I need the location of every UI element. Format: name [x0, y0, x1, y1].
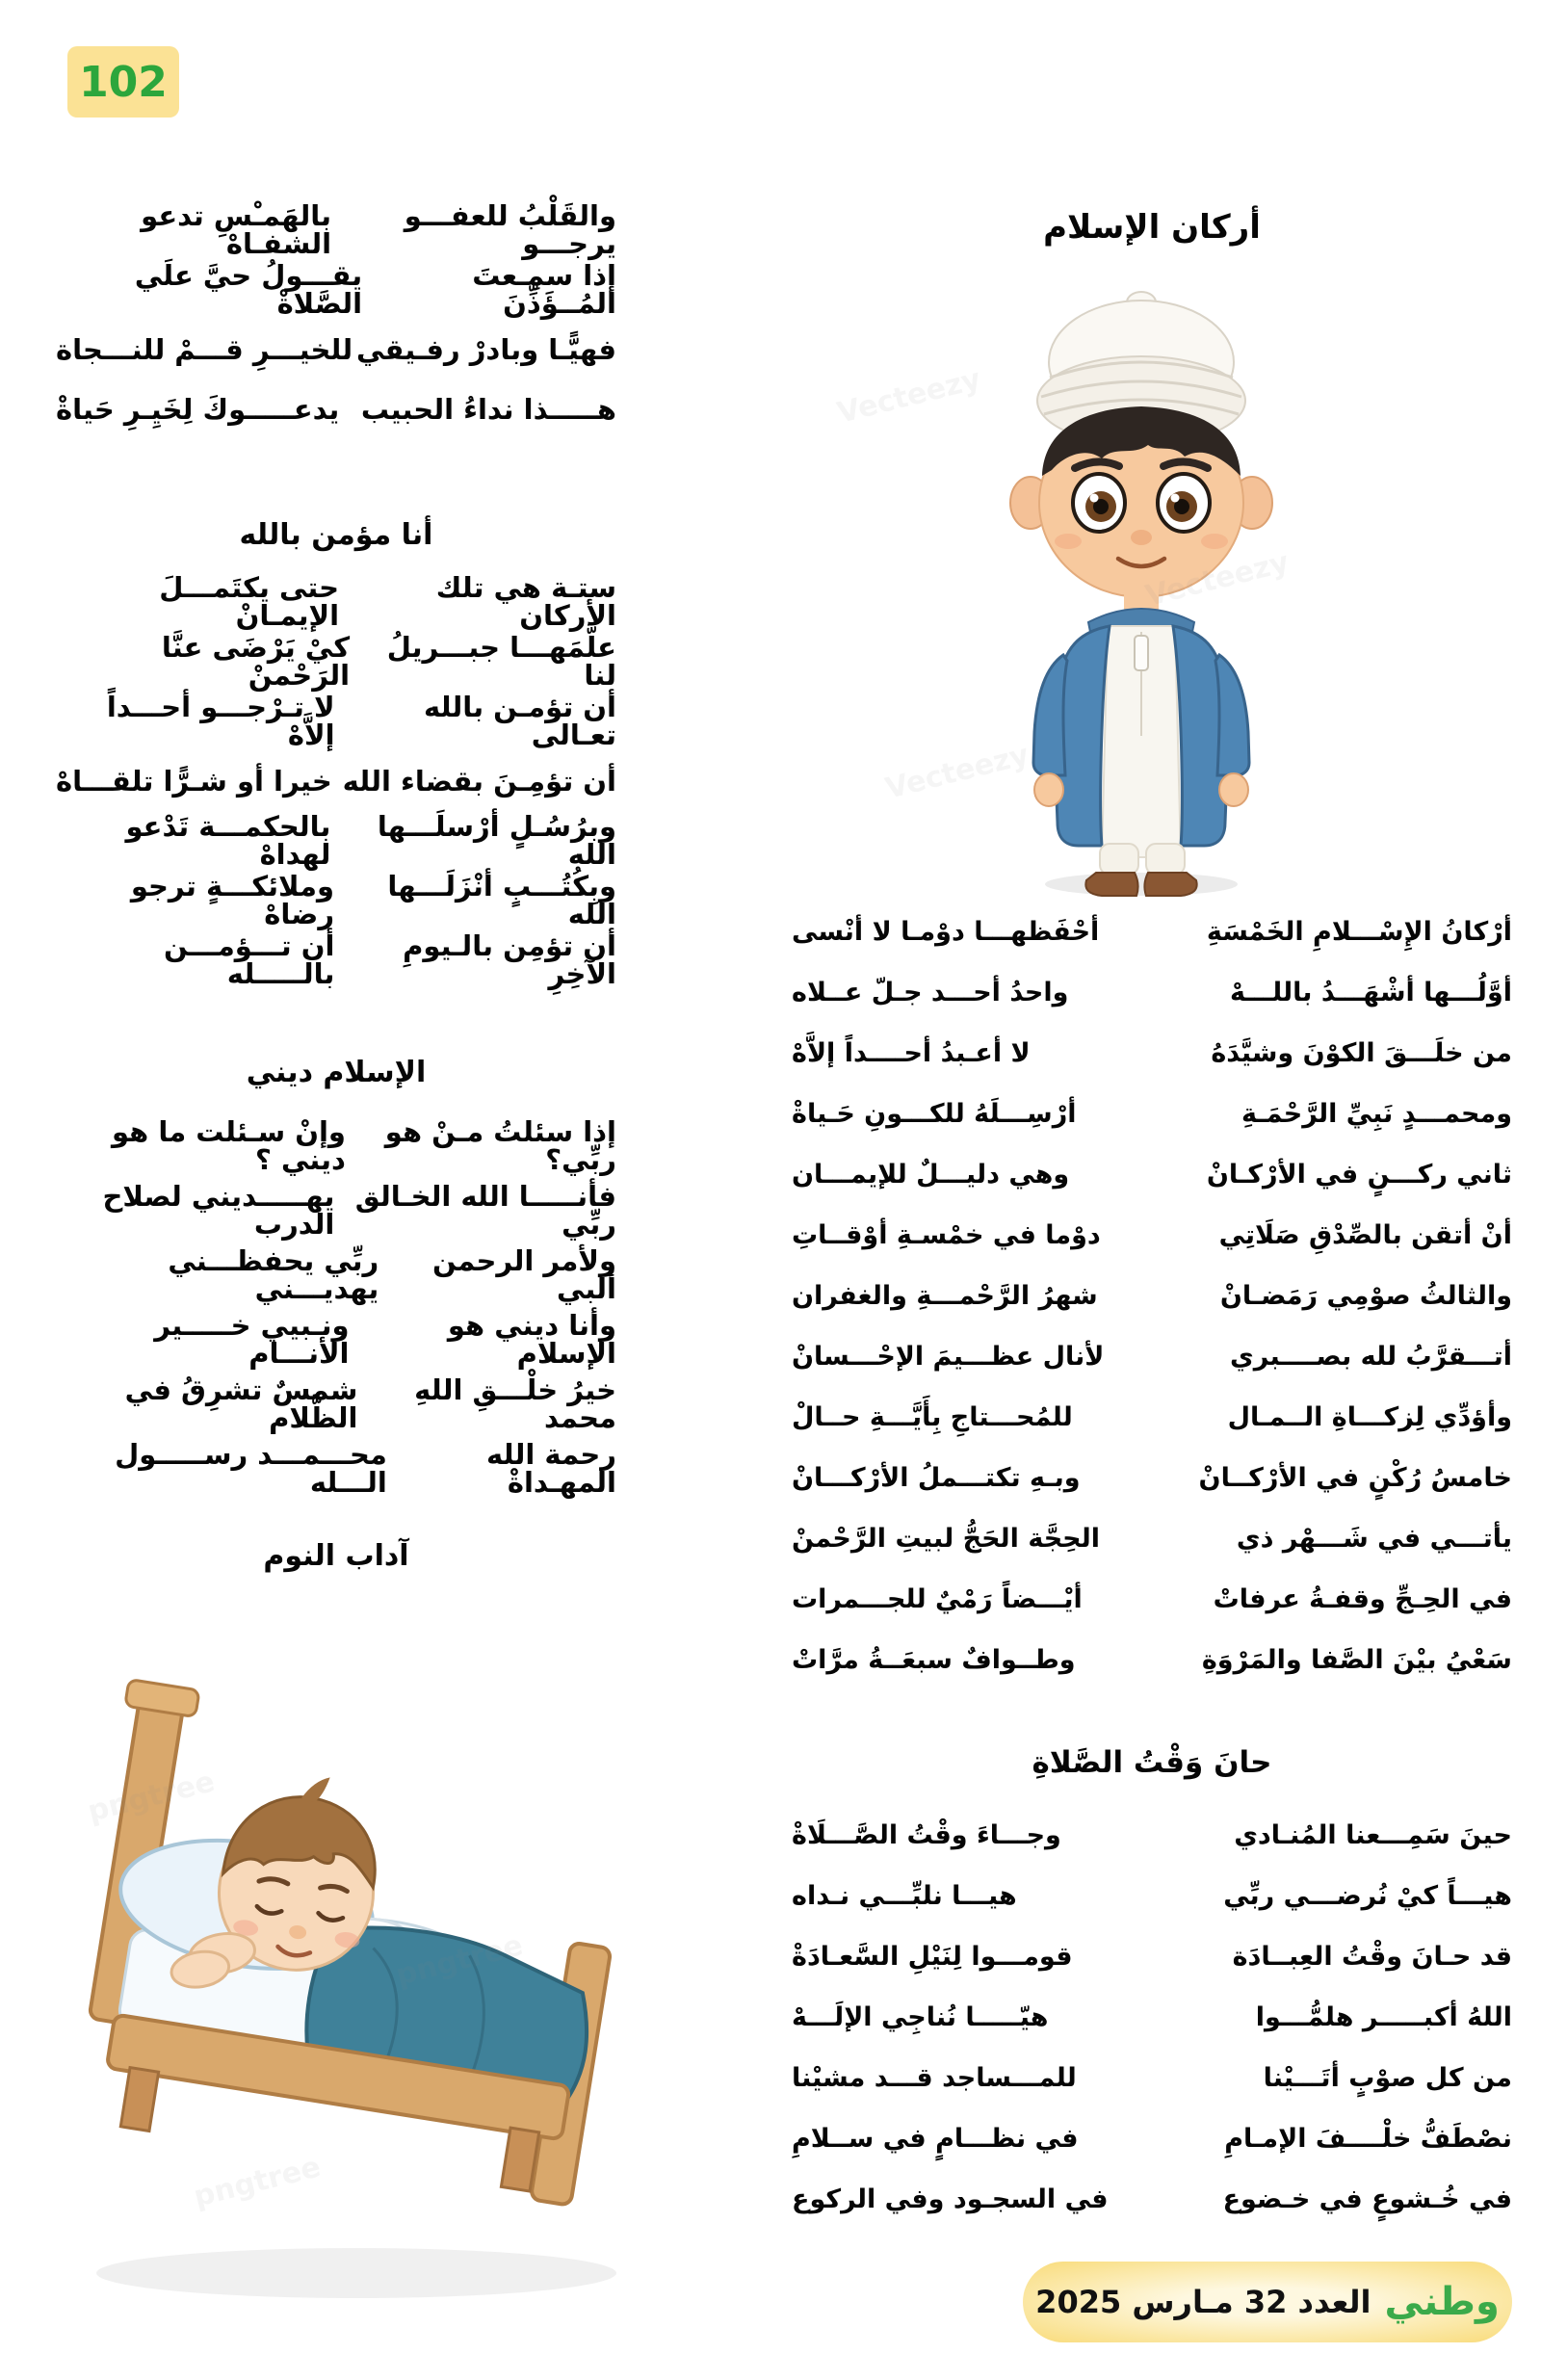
verse-first-hemistich: أوَّلُـــها أشْهَـــدُ باللـــهْ: [1229, 978, 1512, 1007]
verse-second-hemistich: أن تـــؤمـــن بالـــــله: [164, 929, 335, 990]
poem-verse: [56, 1178, 616, 1242]
verse-first-hemistich: خامسُ رُكْنٍ في الأرْكــانْ: [1198, 1463, 1512, 1493]
verse-second-hemistich: يهـــــديني لصلاح الدرب: [102, 1179, 335, 1241]
poem-verse: [792, 1387, 1512, 1448]
verse-second-hemistich: شهرُ الرَّحْمـــةِ والغفران: [792, 1281, 1098, 1311]
verse-first-hemistich: يأتـــي في شَـــهْر ذي: [1236, 1524, 1512, 1554]
verse-first-hemistich: من خلَـــقَ الكوْنَ وشيَّدَهُ: [1211, 1038, 1512, 1068]
verse-second-hemistich: هيـــا نلبِّـــي نـداه: [792, 1881, 1017, 1911]
poem-verse: [792, 1508, 1512, 1569]
poem-verse: [56, 751, 616, 811]
left-eye: [1158, 474, 1210, 532]
button: [1135, 636, 1148, 670]
poem-verse: [792, 2108, 1512, 2169]
verse-second-hemistich: بالهَمـْسِ تدعو الشفـاهْ: [141, 199, 332, 260]
poem-verse: [792, 1987, 1512, 2048]
prayer-time-poem: [792, 1805, 1512, 2230]
nose: [1131, 530, 1152, 545]
poem-verse: [56, 871, 616, 930]
poem-verse: [792, 1630, 1512, 1690]
verse-first-hemistich: ومحمـــدٍ نَبِيِّ الرَّحْمَـةِ: [1241, 1099, 1512, 1129]
verse-second-hemistich: لا تـرْجـــو أحـــداً إلاَّهْ: [106, 691, 335, 751]
right-shoe: [1085, 873, 1137, 896]
section-heading-i-believe-in-allah: أنا مؤمن بالله: [239, 518, 433, 552]
poem-verse: [56, 260, 616, 320]
ground-shadow: [96, 2248, 616, 2298]
verse-first-hemistich: قد حـانَ وقْتُ العِبــادَة: [1232, 1942, 1512, 1972]
verse-second-hemistich: بالحكمـــة تَدْعو لهداهْ: [125, 810, 331, 871]
poem-verse: [792, 1266, 1512, 1326]
verse-second-hemistich: وهي دليـــلٌ للإيمـــان: [792, 1160, 1070, 1190]
faith-poem: [56, 572, 616, 990]
verse-first-hemistich: في خُـشوعٍ في خـضوع: [1222, 2184, 1512, 2214]
verse-first-hemistich: فهيًّـا وبادرْ رفـيقي: [356, 332, 616, 366]
bed-leg: [120, 2068, 158, 2132]
verse-first-hemistich: إذا سئلتُ مـنْ هو ربِّي؟: [384, 1114, 616, 1176]
verse-first-hemistich: هيـــاً كيْ نُرضـــي ربِّي: [1223, 1881, 1512, 1911]
poem-verse: [792, 1084, 1512, 1144]
watermark-text: Vecteezy: [1142, 545, 1293, 614]
verse-first-hemistich: أنْ أتقن بالصِّدْقِ صَلَاتِي: [1218, 1220, 1512, 1250]
poem-verse: [56, 1113, 616, 1178]
verse-second-hemistich: لأنال عظـــيمَ الإحْـــسانْ: [792, 1342, 1105, 1372]
verse-first-hemistich: سَعْيُ بيْنَ الصَّفا والمَرْوَةِ: [1201, 1645, 1512, 1675]
verse-first-hemistich: وأؤدِّي لِزكـــاةِ الــمـال: [1227, 1402, 1512, 1432]
right-eye: [1073, 474, 1125, 532]
section-heading-islam-my-religion: الإسلام ديني: [246, 1056, 427, 1089]
verse-second-hemistich: وملائكـــةٍ ترجو رضاهْ: [130, 870, 335, 930]
verse-first-hemistich: ولأمر الرحمن ألبي: [431, 1243, 616, 1305]
verse-second-hemistich: الحِجَّة الحَجُّ لبيتِ الرَّحْمنْ: [792, 1524, 1101, 1554]
watermark-text: pngtree: [190, 2150, 325, 2214]
verse-first-hemistich: هـــــذا نداءُ الحبيب: [360, 392, 616, 426]
poem-verse: [792, 1926, 1512, 1987]
poem-verse: [56, 320, 616, 379]
right-blush: [1055, 534, 1082, 549]
verse-first-hemistich: فأنـــــا الله الخـالق ربِّي: [354, 1179, 616, 1241]
watermark-text: Vecteezy: [882, 738, 1032, 806]
verse-second-hemistich: للخيـــرِ قـــمْ للنـــجاة: [56, 332, 353, 366]
footer-issue-badge: [1023, 2262, 1512, 2342]
poem-verse: [56, 1242, 616, 1307]
verse-first-hemistich: إذا سمِـعتَ المُــؤَذِّنَ: [472, 259, 616, 320]
verse-second-hemistich: كيْ يَرْضَى عنَّا الرَحْمنْ: [161, 631, 351, 692]
right-sleeve: [1033, 655, 1067, 775]
verse-second-hemistich: دوْما في خمْسـةِ أوْقــاتِ: [792, 1220, 1101, 1250]
poem-verse: [792, 1866, 1512, 1926]
verse-second-hemistich: محـــمـــد رســـــول الـــله: [115, 1437, 387, 1499]
trouser-leg: [1146, 844, 1185, 875]
left-blush: [1201, 534, 1228, 549]
verse-first-hemistich: اللهُ أكبـــــر هلمُّـــوا: [1255, 2002, 1512, 2032]
poem-verse: [56, 930, 616, 990]
pillars-of-islam-poem: [792, 902, 1512, 1690]
section-heading-sleep-etiquette: آداب النوم: [263, 1539, 409, 1573]
islam-my-religion-poem: [56, 1113, 616, 1501]
ground-shadow: [1045, 873, 1238, 896]
poem-verse: [792, 1569, 1512, 1630]
verse-first-hemistich: والقَلْبُ للعفـــو يرجـــو: [404, 199, 616, 260]
verse-first-hemistich: والثالثُ صوْمِي رَمَضـانْ: [1219, 1281, 1512, 1311]
verse-second-hemistich: وجـــاءَ وقْتُ الصَّـــلَاةْ: [792, 1820, 1061, 1850]
verse-first-hemistich: وبرُسُـلٍ أرْسلَـــها الله: [377, 810, 616, 871]
poem-verse: [56, 1436, 616, 1501]
poem-verse: [792, 2169, 1512, 2230]
boy-in-turban-drawing: [942, 274, 1341, 900]
verse-first-hemistich: نصْطَفُّ خلْــــفَ الإمـامِ: [1224, 2124, 1512, 2154]
trouser-leg: [1100, 844, 1138, 875]
poem-verse: [792, 902, 1512, 962]
sleeping-child-illustration: [29, 1626, 655, 2348]
verse-second-hemistich: للمُحـــتاجِ بِأَيَّـــةِ حــالْ: [792, 1402, 1073, 1432]
poem-verse: [56, 632, 616, 692]
bed-group: [59, 1679, 641, 2205]
verse-second-hemistich: وبـهِ تكتـــملُ الأرْكـــانْ: [792, 1463, 1081, 1493]
right-hand: [1034, 773, 1063, 806]
poem-verse: [792, 1448, 1512, 1508]
verse-first-hemistich: أن تؤمِـنَ بقضاء الله: [342, 764, 616, 798]
poem-verse: [56, 572, 616, 632]
boy-illustration: [834, 274, 1341, 900]
verse-second-hemistich: خيرا أو شـرًّا تلقـــاهْ: [56, 764, 332, 798]
verse-first-hemistich: أن تؤمـن بالله تعـالى: [423, 691, 616, 751]
left-sleeve: [1215, 655, 1249, 775]
poem-verse: [56, 1372, 616, 1436]
left-shoe: [1144, 873, 1196, 896]
hair-tuft: [301, 1773, 330, 1804]
verse-second-hemistich: في نظـــامٍ في ســلامِ: [792, 2124, 1079, 2154]
verse-first-hemistich: علَّمَهـــا جبـــريلُ لنا: [386, 631, 616, 692]
verse-second-hemistich: أحْفَظهـــا دوْمـا لا أنْسى: [792, 917, 1100, 947]
poem-verse: [56, 379, 616, 439]
verse-second-hemistich: في السجـود وفي الركوع: [792, 2184, 1109, 2214]
verse-first-hemistich: وأنا ديني هو الإسلام: [447, 1308, 616, 1370]
issue-number-date: العدد 32 مـارس 2025: [1035, 2284, 1371, 2320]
verse-first-hemistich: ستـة هي تلك الأركان: [435, 571, 616, 632]
verse-first-hemistich: في الحِـجِّ وقفـةُ عرفاتْ: [1213, 1584, 1512, 1614]
verse-second-hemistich: وإنْ سـئلت ما هو ديني ؟: [111, 1114, 346, 1176]
verse-first-hemistich: حينَ سَمِـــعنا المُنـادي: [1234, 1820, 1512, 1850]
verse-first-hemistich: خيرُ خلْـــقِ اللهِ محمد: [414, 1373, 616, 1434]
verse-first-hemistich: ثاني ركـــنٍ في الأرْكـانْ: [1206, 1160, 1512, 1190]
verse-second-hemistich: ربِّي يحفظـــني يهديـــني: [168, 1243, 379, 1305]
poem-verse: [792, 1205, 1512, 1266]
poem-verse: [792, 1805, 1512, 1866]
verse-second-hemistich: ونـبيي خـــــير الأنـــام: [154, 1308, 350, 1370]
page-number-badge: [67, 46, 179, 118]
verse-second-hemistich: يقـــولُ حيَّ علَي الصَّلاةْ: [134, 259, 363, 320]
verse-second-hemistich: أيْـــضاً رَمْيٌ للجـــمرات: [792, 1584, 1083, 1614]
verse-second-hemistich: هيّـــــا نُناجِي الإلَـــهْ: [792, 2002, 1049, 2032]
poem-verse: [792, 2048, 1512, 2108]
verse-second-hemistich: شمسٌ تشرِقُ في الظَّلام: [124, 1373, 358, 1434]
verse-first-hemistich: أرْكانُ الإِسْـــلامِ الخَمْسَةِ: [1206, 917, 1512, 947]
verse-second-hemistich: قومـــوا لِنَيْلِ السَّعـادَةْ: [792, 1942, 1073, 1972]
verse-second-hemistich: حتى يكتَمـــلَ الإيمـانْ: [159, 571, 340, 632]
verse-second-hemistich: لا أعـبدُ أحــــداً إلاَّهْ: [792, 1038, 1031, 1068]
verse-second-hemistich: واحدُ أحـــد جـلّ عــلاه: [792, 978, 1069, 1007]
watermark-text: Vecteezy: [834, 362, 984, 431]
verse-second-hemistich: للمـــساجد قـــد مشيْنا: [792, 2063, 1077, 2093]
poem-verse: [792, 962, 1512, 1023]
verse-first-hemistich: أن تؤمِن بالـيومِ الآخِرِ: [403, 929, 616, 990]
verse-second-hemistich: أرْسِـــلَهُ للكـــونِ حَـياةْ: [792, 1099, 1077, 1129]
verse-second-hemistich: يدعـــــوكَ لِخَيِـرِ حَياةْ: [56, 392, 340, 426]
sleeping-child-drawing: [29, 1626, 655, 2348]
section-title-pillars-of-islam: أركان الإسلام: [1043, 208, 1261, 247]
verse-first-hemistich: رحمة الله المهـداةْ: [486, 1437, 616, 1499]
opening-poem: [56, 200, 616, 439]
magazine-brand: وطني: [1384, 2280, 1500, 2324]
left-hand: [1219, 773, 1248, 806]
poem-verse: [792, 1144, 1512, 1205]
poem-verse: [56, 692, 616, 751]
verse-second-hemistich: وطــوافٌ سبعَــةُ مرَّاتْ: [792, 1645, 1076, 1675]
verse-first-hemistich: من كل صوْبٍ أتَـــيْنا: [1263, 2063, 1512, 2093]
poem-verse: [792, 1023, 1512, 1084]
poem-verse: [56, 200, 616, 260]
verse-first-hemistich: أتـــقرَّبُ لله بصــــبري: [1230, 1342, 1512, 1372]
poem-verse: [56, 811, 616, 871]
poem-verse: [792, 1326, 1512, 1387]
section-heading-prayer-time: حانَ وَقْتُ الصَّلاةِ: [1032, 1745, 1272, 1780]
page-number: 102: [79, 57, 168, 107]
verse-first-hemistich: وبِكُتُـــبٍ أنْزَلَـــها الله: [387, 870, 616, 930]
poem-verse: [56, 1307, 616, 1372]
